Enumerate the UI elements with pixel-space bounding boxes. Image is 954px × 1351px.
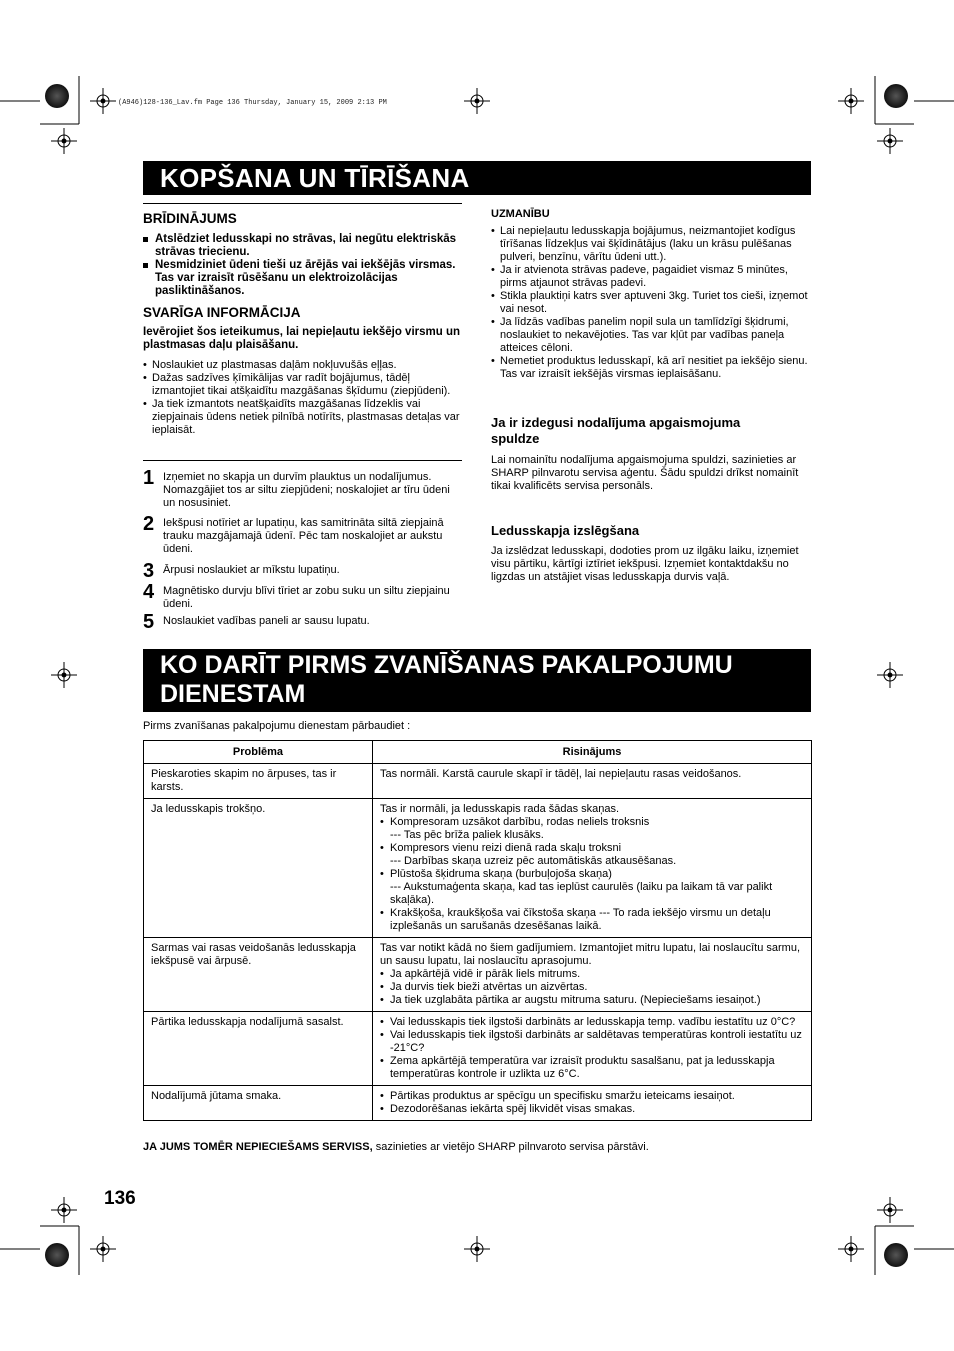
section-title-banner xyxy=(143,161,811,195)
section-title: KO DARĪT PIRMS ZVANĪŠANAS PAKALPOJUMU DIENESTAM xyxy=(160,651,733,708)
warning-item: Atslēdziet ledusskapi no strāvas, lai negūtu elektriskās strāvas triecienu. xyxy=(143,233,461,259)
step xyxy=(143,513,463,556)
caution-heading: UZMANĪBU xyxy=(491,208,550,220)
caution-item: • Stikla plauktiņi katrs sver aptuveni 3kg. Turiet tos cieši, izņemot vai nesot. xyxy=(491,290,808,315)
problem-cell: Nodalījumā jūtama smaka. xyxy=(144,1086,373,1121)
solution-cell xyxy=(373,1086,812,1121)
important-item: • Ja tiek izmantots neatšķaidīts mazgāšanas līdzeklis vai ziepjainais ūdens netiek pilnībā notīrīts, plastmasas detaļas var ieplaisāt. xyxy=(143,398,460,436)
table-row xyxy=(144,764,812,799)
step-number: 4 xyxy=(143,581,155,603)
page-number: 136 xyxy=(104,1188,136,1209)
problem-cell: Pieskaroties skapim no ārpuses, tas ir karsts. xyxy=(144,764,373,799)
solution-note: --- Aukstumaģenta skaņa, kad tas ieplūst caurulēs (laiku pa laikam tā var palikt skaļāka). xyxy=(390,881,773,906)
troubleshooting-table xyxy=(143,740,812,1121)
important-item: • Dažas sadzīves ķīmikālijas var radīt bojājumus, tādēļ izmantojiet tikai atšķaidītu mazgāšanas šķīdumu (ziepjūdeni). xyxy=(143,372,451,397)
step-number: 5 xyxy=(143,611,155,633)
solution-cell xyxy=(373,1012,812,1086)
important-heading: SVARĪGA INFORMĀCIJA xyxy=(143,305,301,320)
step-text: Ārpusi noslaukiet ar mīkstu lupatiņu. xyxy=(163,564,340,576)
step-text: Izņemiet no skapja un durvīm plauktus un nodalījumus. Nomazgājiet tos ar siltu ziepjūdeni; noskalojiet ar tīru ūdeni un nosusiniet. xyxy=(163,471,450,509)
caution-item: • Lai nepieļautu ledusskapja bojājumus, neizmantojiet kodīgus tīrīšanas līdzekļus vai šķīdinātājus (laku un krāsu pulēšanas pulveri, benzīnu, vārītu ūdeni utt.). xyxy=(491,225,796,263)
solution-bullet: • Kompresoram uzsākot darbību, rodas neliels troksnis xyxy=(380,816,650,828)
table-intro: Pirms zvanīšanas pakalpojumu dienestam pārbaudiet : xyxy=(143,720,411,732)
table-body xyxy=(144,764,812,1121)
step xyxy=(143,467,463,510)
problem-cell: Pārtika ledusskapja nodalījumā sasalst. xyxy=(144,1012,373,1086)
column-header-problem: Problēma xyxy=(144,741,373,764)
important-item: • Noslaukiet uz plastmasas daļām nokļuvušās eļļas. xyxy=(143,359,397,371)
solution-bullet: • Krakšķoša, kraukšķoša vai čīkstoša skaņa --- To rada iekšējo virsmu un detaļu izplešanās un sarušanās dzesēšanas laikā. xyxy=(380,907,771,932)
solution-text: Tas ir normāli, ja ledusskapis rada šādas skaņas. xyxy=(380,803,620,815)
lamp-heading: Ja ir izdegusi nodalījuma apgaismojuma spuldze xyxy=(491,415,741,446)
table-row xyxy=(144,1012,812,1086)
table-row xyxy=(144,1086,812,1121)
solution-text: Tas normāli. Karstā caurule skapī ir tādēļ, lai nepieļautu rasas veidošanos. xyxy=(380,768,742,780)
solution-note: --- Darbības skaņa uzreiz pēc automātiskās atkausēšanas. xyxy=(390,855,677,867)
warning-list xyxy=(143,233,461,298)
table-header-row xyxy=(144,741,812,764)
caution-item: • Ja līdzās vadības panelim nopil sula un tamlīdzīgi šķidrumi, noslaukiet to nekavējoties. Tas var kļūt par vadības paneļa atteices cēloni. xyxy=(491,316,789,354)
caution-item: • Nemetiet produktus ledusskapī, kā arī nesitiet pa iekšējo sienu. Tas var izraisīt iekšējās virsmas ieplaisāšanu. xyxy=(491,355,808,380)
caution-list xyxy=(491,225,811,381)
divider xyxy=(143,460,462,461)
step-text: Noslaukiet vadības paneli ar sausu lupatu. xyxy=(163,615,370,627)
solution-bullet: • Dezodorēšanas iekārta spēj likvidēt visas smakas. xyxy=(380,1103,636,1115)
solution-bullet: • Ja durvis tiek bieži atvērtas un aizvērtas. xyxy=(380,981,588,993)
step xyxy=(143,611,463,633)
table-row xyxy=(144,799,812,938)
table-row xyxy=(144,938,812,1012)
step-text: Magnētisko durvju blīvi tīriet ar zobu suku un siltu ziepjainu ūdeni. xyxy=(163,585,450,610)
print-header: (A946)128-136_Lav.fm Page 136 Thursday, January 15, 2009 2:13 PM xyxy=(118,99,387,107)
solution-bullet: • Pārtikas produktus ar spēcīgu un specifisku smaržu ieteicams iesaiņot. xyxy=(380,1090,735,1102)
caution-item: • Ja ir atvienota strāvas padeve, pagaidiet vismaz 5 minūtes, pirms atjaunot strāvas padevi. xyxy=(491,264,788,289)
solution-bullet: • Zema apkārtējā temperatūra var izraisīt produktu sasalšanu, pat ja ledusskapja temperatūras kontrole ir uzlikta uz 6°C. xyxy=(380,1055,775,1080)
step xyxy=(143,560,463,582)
solution-cell xyxy=(373,938,812,1012)
solution-text: Tas var notikt kādā no šiem gadījumiem. Izmantojiet mitru lupatu, lai noslaucītu sarmu, un sausu lupatu, lai noslaucītu aprasojumu. xyxy=(380,942,801,967)
column-header-solution: Risinājums xyxy=(373,741,812,764)
solution-note: --- Tas pēc brīža paliek klusāks. xyxy=(390,829,544,841)
problem-cell: Ja ledusskapis trokšņo. xyxy=(144,799,373,938)
switchoff-text: Ja izslēdzat ledusskapi, dodoties prom uz ilgāku laiku, izņemiet visu pārtiku, kārtīgi iztīriet iekšpusi. Izņemiet kontaktdakšu no ligzdas un atstājiet visas ledusskapja durvis vaļā. xyxy=(491,545,799,583)
step xyxy=(143,581,463,611)
section-title: KOPŠANA UN TĪRĪŠANA xyxy=(160,163,470,193)
solution-cell xyxy=(373,764,812,799)
service-footer-bold: JA JUMS TOMĒR NEPIECIEŠAMS SERVISS, xyxy=(143,1141,373,1153)
solution-bullet: • Ja apkārtējā vidē ir pārāk liels mitrums. xyxy=(380,968,581,980)
section-title-banner xyxy=(143,649,811,712)
solution-bullet: • Kompresors vienu reizi dienā rada skaļu troksni xyxy=(380,842,622,854)
step-number: 3 xyxy=(143,560,155,582)
important-intro: Ievērojiet šos ieteikumus, lai nepieļautu iekšējo virsmu un plastmasas daļu plaisāšanu. xyxy=(143,326,461,351)
divider xyxy=(143,203,462,204)
step-number: 2 xyxy=(143,513,155,535)
solution-bullet: • Vai ledusskapis tiek ilgstoši darbināts ar ledusskapja temp. vadību iestatītu uz 0°C? xyxy=(380,1016,796,1028)
service-footer xyxy=(143,1141,649,1154)
solution-bullet: • Ja tiek uzglabāta pārtika ar augstu mitruma saturu. (Nepieciešams iesaiņot.) xyxy=(380,994,761,1006)
solution-cell xyxy=(373,799,812,938)
warning-item: Nesmidziniet ūdeni tieši uz ārējās vai iekšējās virsmas. Tas var izraisīt rūsēšanu un elektroizolācijas pasliktināšanos. xyxy=(143,259,461,298)
warning-heading: BRĪDINĀJUMS xyxy=(143,211,237,226)
step-text: Iekšpusi notīriet ar lupatiņu, kas samitrināta siltā ziepjainā trauku mazgājamajā ūdenī. Pēc tam noskalojiet ar aukstu ūdeni. xyxy=(163,517,444,555)
solution-bullet: • Vai ledusskapis tiek ilgstoši darbināts ar saldētavas temperatūras kontroli iestatītu uz -21°C? xyxy=(380,1029,802,1054)
step-number: 1 xyxy=(143,467,155,489)
solution-bullet: • Plūstoša šķidruma skaņa (burbuļojoša skaņa) xyxy=(380,868,612,880)
problem-cell: Sarmas vai rasas veidošanās ledusskapja iekšpusē vai ārpusē. xyxy=(144,938,373,1012)
important-list xyxy=(143,359,461,437)
lamp-text: Lai nomainītu nodalījuma apgaismojuma spuldzi, sazinieties ar SHARP pilnvarotu servisa aģentu. Šādu spuldzi drīkst nomainīt tikai kvalificēts servisa personāls. xyxy=(491,454,799,492)
switchoff-heading: Ledusskapja izslēgšana xyxy=(491,523,640,538)
service-footer-text: sazinieties ar vietējo SHARP pilnvaroto servisa pārstāvi. xyxy=(372,1141,649,1153)
